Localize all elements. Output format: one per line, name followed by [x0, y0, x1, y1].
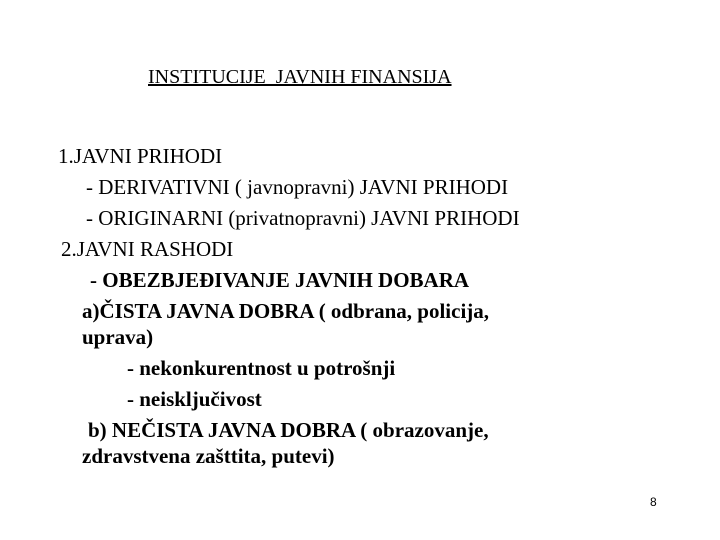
item-neiskljucivost: - neisključivost — [127, 387, 262, 411]
heading-javni-prihodi: 1.JAVNI PRIHODI — [58, 144, 223, 168]
item-originarni: - ORIGINARNI (privatnopravni) JAVNI PRIHODI — [86, 206, 520, 230]
item-derivativni: - DERIVATIVNI ( javnopravni) JAVNI PRIHODI — [86, 175, 509, 199]
slide-title: INSTITUCIJE JAVNIH FINANSIJA — [148, 66, 452, 88]
item-necista-dobra: b) NEČISTA JAVNA DOBRA ( obrazovanje, — [88, 418, 489, 442]
page-number: 8 — [650, 495, 657, 509]
item-necista-dobra-cont: zdravstvena zašttita, putevi) — [82, 444, 335, 468]
item-nekonkurentnost: - nekonkurentnost u potrošnji — [127, 356, 396, 380]
heading-javni-rashodi: 2.JAVNI RASHODI — [61, 237, 234, 261]
item-obezbjedivanje: - OBEZBJEĐIVANJE JAVNIH DOBARA — [90, 268, 470, 292]
item-cista-dobra-cont: uprava) — [82, 325, 154, 349]
item-cista-dobra: a)ČISTA JAVNA DOBRA ( odbrana, policija, — [82, 299, 490, 323]
